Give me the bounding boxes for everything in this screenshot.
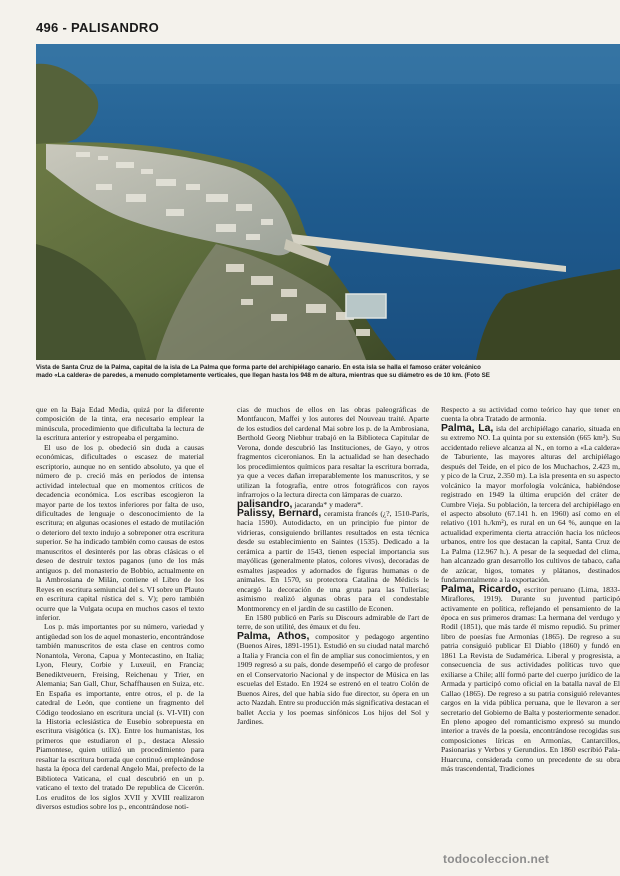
entry-headword: Palma, La, — [441, 422, 494, 434]
paragraph: Los p. más importantes por su número, variedad y antigüedad son los de aquel monasterio, encontrándose también manuscritos de esta clase en centros como Nonantola, Verona, Capua y Montecastino, en Italia; Lyon, Fleury, Corbie y Luxeuil, en Francia; Benediktveuern, Freising, Reichenau y Trier, en Alemania; San Gall, Chur, Schaffhausen en Suiza, etc. En España es importante, entre otros, el p. de la catedral de León, que contiene un fragmento del Código teodosiano en escritura uncial (s. VI-VII) con la Historia eclesiástica de Eusebio sobrepuesta en escritura visigótica (s. IX). Entre los humanistas, los primeros que estudiaron el p., destaca Alessio Piamontese, quien utilizó un procedimiento para resaltar la escritura borrada que continuó empleándose hasta la época del cardenal Angelo Mai, prefecto de la Biblioteca Vaticana, el cual descubrió en un p. vaticano el texto del tratado De republica de Cicerón. Los eruditos de los siglos XVII y XVIII realizaron diversos estudios sobre los p., encontrándose noti- — [36, 622, 204, 812]
entry-text: ceramista francés (¿?, 1510-París, hacia 1590). Autodidacto, en un principio fue pintor de vidrieras, consiguiendo brillantes resultados en esta técnica desde su establecimiento en Saintes (1535). Dedicado a la cerámica a partir de 1543, tienen especial importancia sus mayólicas (generalmente platos, colores vivos), decoradas de esmaltes jaspeados y adornados de figuras humanas o de animales. En 1570, su protectora Catalina de Médicis le encargó la decoración de una gruta para las Tullerías; asimismo realizó algunas obras para el condestable Montmorency en el jardín de su castillo de Econen. — [237, 508, 429, 613]
entry-palma-la — [441, 424, 620, 585]
column-2 — [237, 405, 429, 845]
entry-text: escritor peruano (Lima, 1833-Miraflores, 1919). Durante su juventud participó activamente en política, reflejando el pensamiento de la época en sus primeros dramas: La hermana del verdugo y Rodil (1851), que más tarde él mismo repudió. Su primer libro de poesías fue Armonías (1865). De regreso a su patria consiguió publicar El Diablo (1860) y fundó en 1861 La Revista de Sudamérica. Liberal y progresista, a consecuencia de sus actividades políticas tuvo que exiliarse a Chile; allí formó parte del cuerpo jurídico de la Armada y participó como oficial en la batalla naval de El Callao (1865). De regreso a su patria consiguió relevantes cargos en la vida pública peruana, que le llevaron a ser secretario del Gobierno de Balta y posteriormente senador. En pleno apogeo del romanticismo expresó su mundo interior a través de la poesía, encontrándose recogidas sus composiciones líricas en Armonías, Cantarcillos, Pasionarias y Verbos y Gerundios. En 1860 escribió Pala-Huarcuna, considerada como un precedente de su obra más trascendental, Tradiciones — [441, 584, 620, 774]
watermark: todocoleccion.net — [443, 852, 550, 866]
column-1 — [36, 405, 204, 845]
entry-palma-athos — [237, 632, 429, 727]
paragraph: cias de muchos de ellos en las obras paleográficas de Montfaucon, Maffei y los autores del Nouveau traité. Aparte de los estudios del cardenal Mai sobre los p. de la Ambrosiana, Berthold Georg Niebhur trabajó en la Biblioteca Capitular de Verona, donde descubrió las Instituciones, de Gayo, y otros fragmentos ciceronianos. En la actualidad se han desechado los procedimientos químicos para resaltar la escritura borrada, ya que a veces dañan irreparablemente los manuscritos, y se utilizan la fotografía, entre otros fotográficos con rayos infrarrojos o la lectura directa con lámparas de cuarzo. — [237, 405, 429, 500]
paragraph: que en la Baja Edad Media, quizá por la diferente composición de la tinta, era necesario emplear la minúscula, procedimiento que dificultaba la lectura de la escritura anterior y estropeaba el pergamino. — [36, 405, 204, 443]
paragraph: En 1580 publicó en París su Discours admirable de l'art de terre, de son utilité, des émaux et du feu. — [237, 612, 429, 632]
paragraph: Respecto a su actividad como teórico hay que tener en cuenta la obra Tratado de armonía. — [441, 405, 620, 424]
caption-line-2: mado «La caldera» de paredes, a menudo completamente verticales, que llegan hasta los 948 m de altura, mientras que su diámetro es de 10 km. (Foto SE — [36, 372, 490, 379]
photo-caption — [36, 364, 620, 380]
entry-headword: Palma, Athos, — [237, 630, 310, 642]
entry-palissy — [237, 509, 429, 613]
entry-text: compositor y pedagogo argentino (Buenos Aires, 1891-1951). Estudió en su ciudad natal marchó a Italia y Francia con el fin de ampliar sus conocimientos, y en 1909 regresó a su país, donde desempeñó el cargo de profesor en el Conservatorio Nacional y de inspector de Música en las escuelas del Estado. En 1924 se estrenó en el teatro Colón de Buenos Aires, del que había sido fue director, su ópera en un acto Nazdah. Entre su producción más significativa destacan el ballet Accia y los poemas sinfónicos Los hijos del Sol y Jardines. — [237, 631, 429, 726]
entry-text: jacaranda* y madera*. — [292, 499, 363, 509]
caption-line-1: Vista de Santa Cruz de la Palma, capital de la isla de La Palma que forma parte del archipiélago canario. En esta isla se halla el famoso cráter volcánico — [36, 364, 481, 371]
entry-headword: Palma, Ricardo, — [441, 583, 521, 595]
entry-headword: palisandro, — [237, 498, 293, 510]
entry-palma-ricardo — [441, 585, 620, 774]
column-3 — [441, 405, 620, 845]
landscape-photo — [36, 44, 620, 360]
page-header: 496 - PALISANDRO — [36, 20, 160, 35]
entry-headword: Palissy, Bernard, — [237, 507, 322, 519]
entry-text: isla del archipiélago canario, situada en su extremo NO. La quinta por su extensión (665 km²). Su accidentado relieve alcanza al N., en torno a «La caldera» de Taburiente, las mayores alturas del archipiélago después del Teide, en el pico de los Muchachos, 2.423 m, y pico de la Cruz, 2.350 m). La isla presenta en su aspecto volcánico la mayor morfología volcánica, habiéndose registrado en 1949 la última erupción del cráter de Cumbre Vieja. Su población, la tercera del archipiélago en el aspecto absoluto (67.141 h. en 1960) así como en el relativo (101 h./km²), es rural en un 64 %, aunque en la actualidad experimenta cierta atracción hacia los núcleos urbanos, entre los que destacan la capital, Santa Cruz de La Palma (12.967 h.). A pesar de la sequedad del clima, han alcanzado gran desarrollo los cultivos de tabaco, caña de azúcar, higos, tomates y plátanos, destinados fundamentalmente a la exportación. — [441, 423, 620, 585]
paragraph: El uso de los p. obedeció sin duda a causas económicas, dificultades o escasez de material escriptorio, aunque no en sentido absoluto, ya que el número de p. creció más en períodos de intensa actividad intelectual que en momentos críticos de decadencia económica. Los escribas escogieron la mayor parte de los textos inferiores por falta de uso, dificultades de lenguaje o desconocimiento de la escritura; en algunas ocasiones el estado de mutilación o deterioro del texto indujo a sobreponer otra escritura superior. Se ha indicado también como causas de estos manuscritos el desinterés por las obras clásicas o el deseo de destruir textos paganos (uno de los más antiguos p. del monasterio de Bobbio, actualmente en la Ambrosiana de Milán, contiene el Libro de los Reyes en escritura semiuncial del s. VI sobre un Plauto en escritura capital rústica del s. V); pero también ocurre que la Vulgata ocupa en muchos casos el texto inferior. — [36, 442, 204, 622]
photo-santa-cruz-de-la-palma — [36, 44, 620, 360]
